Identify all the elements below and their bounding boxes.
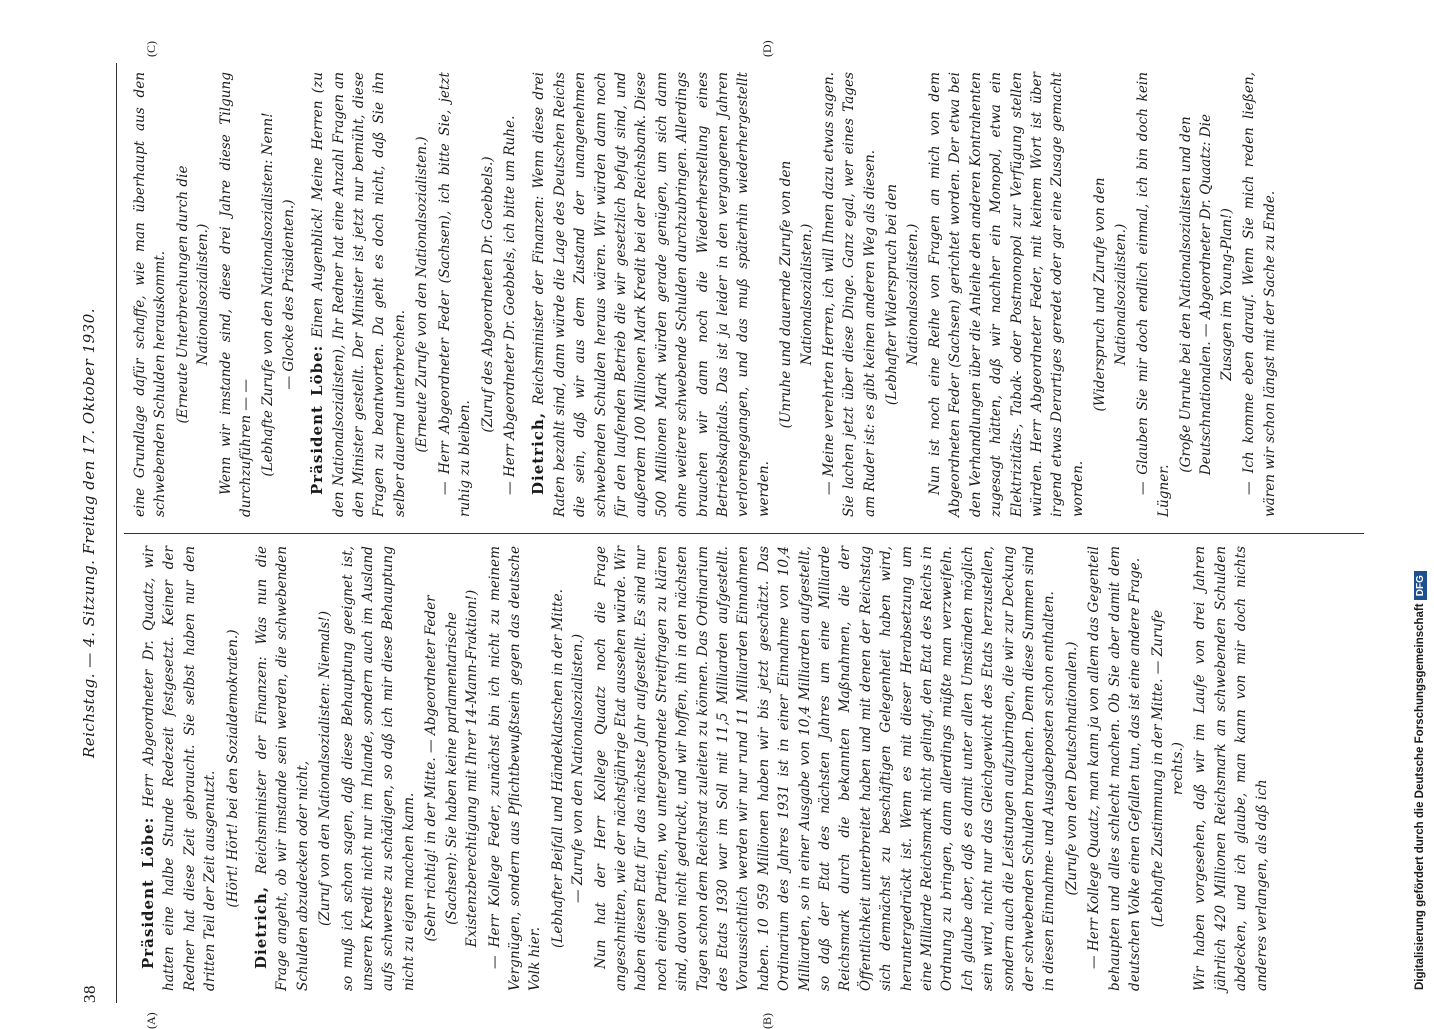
paragraph bbox=[435, 72, 476, 517]
page-number: 38 bbox=[80, 985, 99, 1003]
paragraph-text: Reichsminister der Finanzen: Was nun die Frage angeht, ob wir imstande sein werden, die schwebenden Schulden abzudecken oder nicht, bbox=[254, 546, 311, 991]
digitization-note: Digitalisierung gefördert durch die Deutsche Forschungsgemeinschaft bbox=[1414, 603, 1426, 990]
interjection: (Hört! Hört! bei den Sozialdemokraten.) bbox=[224, 629, 241, 908]
interjection: (Zurufe von den Deutschnationalen.) bbox=[1063, 641, 1080, 896]
paragraph bbox=[500, 72, 520, 517]
paragraph bbox=[307, 72, 410, 517]
margin-mark-a: (A) bbox=[144, 1012, 158, 1029]
side-credit-text bbox=[1414, 10, 1434, 990]
paragraph bbox=[528, 72, 774, 517]
speaker-name: Präsident Löbe: bbox=[139, 816, 157, 969]
speaker-name: Dietrich, bbox=[529, 411, 548, 495]
paragraph-text: — Glauben Sie mir doch endlich einmal, ich bin doch kein Lügner. bbox=[1135, 72, 1172, 517]
paragraph bbox=[130, 72, 171, 517]
paragraph bbox=[1133, 72, 1174, 517]
interjection: (Widerspruch und Zurufe von den Nationalsozialisten.) bbox=[1092, 177, 1129, 412]
margin-mark-d: (D) bbox=[760, 40, 774, 57]
paragraph-text: Herr Abgeordneter Dr. Quaatz, wir hatten eine halbe Stunde Redezeit festgesetzt. Keiner der Redner hat diese Zeit gebraucht. Sie selbst haben nur den dritten Teil der Zeit ausgenutzt. bbox=[141, 546, 219, 991]
dfg-logo: DFG bbox=[1414, 571, 1427, 600]
paragraph-text: Nun ist noch eine Reihe von Fragen an mich von dem Abgeordneten Feder (Sachsen) gerichtet worden. Der etwa bei den Verhandlungen über die Anleihe den anderen Kontrahenten zugesagt hätten, daß wir nachher ein Monopol, etwa ein Elektrizitäts-, Tabak- oder Postmonopol zur Verfügung stellen würden. Herr Abgeordneter Feder, mit keinem Wort ist über irgend etwas Derartiges geredet oder gar eine Zusage gemacht worden. bbox=[927, 72, 1086, 517]
paragraph-text: Nun hat der Herr Kollege Quaatz noch die Frage angeschnitten, wie der nächstjährige Etat aussehen würde. Wir haben diesen Etat für das nächste Jahr aufgestellt. Es sind nur noch einige Partien, wo untergeordnete Streitfragen zu klären sind, davon nicht gedruckt, und wir hoffen, ihn in den nächsten Tagen schon dem Reichsrat zuleiten zu können. Das Ordinarium des Etats 1930 war im Soll mit 11,5 Milliarden aufgestellt. Voraussichtlich werden wir nur rund 11 Milliarden Einnahmen haben. 10 959 Millionen haben wir bis jetzt geschätzt. Das Ordinarium des Jahres 1931 ist in einer Einnahme von 10,4 Milliarden, so in einer Ausgabe von 10,4 Milliarden aufgestellt, so daß der Etat des nächsten Jahres um eine Milliarde Reichsmark durch die bekannten Maßnahmen, die der Öffentlichkeit unterbreitet haben und mit denen der Reichstag sich demnächst zu beschäftigen Gelegenheit haben wird, heruntergedrückt ist. Wenn es mit dieser Herabsetzung um eine Milliarde Reichsmark nicht gelingt, den Etat des Reichs in Ordnung zu bringen, dann allerdings müßte man verzweifeln. Ich glaube aber, daß es damit unter allen Umständen möglich sein wird, nicht nur das Gleichgewicht des Etats herzustellen, sondern auch die Leistungen aufzubringen, die wir zur Deckung der schwebenden Schulden brauchen. Denn diese Summen sind in diesen Einnahme- und Ausgabeposten schon enthalten. bbox=[592, 546, 1058, 991]
page-header bbox=[70, 63, 110, 1003]
interjection: (Lebhafter Widerspruch bei den Nationalsozialisten.) bbox=[884, 183, 921, 406]
paragraph-text: Einen Augenblick! Meine Herren (zu den Nationalsozialisten), Ihr Redner hat eine Anzahl Fragen an den Minister gestellt. Der Minister ist jetzt nur bemüht, diese Fragen zu beantworten. Da geht es doch nicht, daß Sie ihn selber dauernd unterbrechen. bbox=[310, 72, 408, 517]
paragraph bbox=[485, 546, 546, 991]
interjection: (Lebhafter Beifall und Händeklatschen in der Mitte. — Zurufe von den Nationalsozialisten.) bbox=[549, 589, 587, 948]
paragraph bbox=[1084, 546, 1145, 991]
paragraph bbox=[216, 72, 257, 517]
paragraph bbox=[1190, 546, 1272, 991]
interjection: (Unruhe und dauernde Zurufe von den Nationalsozialisten.) bbox=[778, 160, 815, 429]
left-column bbox=[130, 546, 1272, 991]
interjection: (Zuruf von den Nationalsozialisten: Niemals!) bbox=[317, 610, 334, 927]
rotated-page bbox=[70, 40, 1390, 1029]
paragraph bbox=[138, 546, 221, 991]
header-rule bbox=[116, 63, 117, 1003]
side-credit bbox=[1412, 10, 1432, 990]
interjection: (Lebhafte Zurufe von den Nationalsozialisten: Nenn! — Glocke des Präsidenten.) bbox=[260, 112, 297, 477]
interjection: (Zuruf des Abgeordneten Dr. Goebbels.) bbox=[479, 156, 496, 433]
interjection: (Lebhafte Zustimmung in der Mitte. — Zurufe rechts.) bbox=[1149, 609, 1186, 928]
interjection: (Große Unruhe bei den Nationalsozialisten und den Deutschnationalen. — Abgeordneter Dr. Quaatz: Die Zusagen im Young-Plan!) bbox=[1177, 113, 1235, 476]
paragraph-text: eine Grundlage dafür schaffe, wie man überhaupt aus den schwebenden Schulden herauskommt. bbox=[132, 72, 169, 517]
paragraph-text: Wir haben vorgesehen, daß wir im Laufe von drei Jahren jährlich 420 Millionen Reichsmark an schwebenden Schulden abdecken, und ich glaube, man kann von mir doch nichts anderes verlangen, als daß ich bbox=[1192, 546, 1270, 991]
margin-mark-c: (C) bbox=[144, 41, 158, 57]
paragraph-text: Reichsminister der Finanzen: Wenn diese drei Raten bezahlt sind, dann würde die Lage des Deutschen Reichs die sein, daß wir aus dem Zustand der unangenehmen schwebenden Schulden heraus wären. Wir würden dann noch für den laufenden Betrieb die wir gesetzlich befugt sind, und außerdem 100 Millionen Mark Kredit bei der Reichsbank. Diese 500 Millionen Mark würden gerade genügen, um sich dann ohne weitere schwebende Schulden durchzubringen. Allerdings brauchen wir dann noch die Wiederherstellung eines Betriebskapitals. Das ist ja leider in den vergangenen Jahren verlorengegangen, und das muß späterhin wiederhergestellt werden. bbox=[531, 72, 772, 517]
interjection: (Erneute Zurufe von den Nationalsozialisten.) bbox=[414, 136, 431, 453]
paragraph-text: — Herr Kollege Quaatz, man kann ja von allem das Gegenteil behaupten und alles schlecht machen. Ob Sie aber damit dem deutschen Volke einen Gefallen tun, das ist eine andere Frage. bbox=[1086, 546, 1144, 991]
paragraph bbox=[819, 72, 880, 517]
paragraph-text: — Meine verehrten Herren, ich will Ihnen dazu etwas sagen. Sie lachen jetzt über diese Dinge. Ganz egal, wer eines Tages am Ruder ist: es gibt keinen anderen Weg als diesen. bbox=[821, 72, 878, 517]
paragraph bbox=[338, 546, 420, 991]
paragraph bbox=[1239, 72, 1280, 517]
interjection: (Erneute Unterbrechungen durch die Nationalsozialisten.) bbox=[174, 165, 212, 424]
column-divider bbox=[124, 533, 1364, 534]
paragraph-text: — Ich komme eben darauf. Wenn Sie mich reden ließen, wären wir schon längst mit der Sache zu Ende. bbox=[1241, 72, 1278, 517]
paragraph-text: so muß ich schon sagen, daß diese Behauptung geeignet ist, unseren Kredit nicht nur im Inlande, sondern auch im Ausland aufs schwerste zu schädigen, so daß ich mir diese Behauptung nicht zu eigen machen kann. bbox=[339, 546, 417, 991]
running-title: Reichstag. — 4. Sitzung. Freitag den 17. Oktober 1930. bbox=[80, 307, 98, 759]
paragraph-text: — Herr Abgeordneter Feder (Sachsen), ich bitte Sie, jetzt ruhig zu bleiben. bbox=[436, 72, 474, 517]
right-column bbox=[130, 72, 1280, 517]
interjection: (Sehr richtig! in der Mitte. — Abgeordneter Feder (Sachsen): Sie haben keine parlamentarische Existenzberechtigung mit Ihrer 14-Mann-Fraktion!) bbox=[423, 589, 481, 948]
paragraph bbox=[591, 546, 1060, 991]
paragraph bbox=[925, 72, 1088, 517]
paragraph bbox=[251, 546, 313, 991]
margin-mark-b: (B) bbox=[760, 1013, 774, 1029]
speaker-name: Dietrich, bbox=[252, 885, 271, 969]
paragraph-text: — Herr Kollege Feder, zunächst bin ich nicht zu meinem Vergnügen, sondern aus Pflichtbewußtsein gegen das deutsche Volk hier. bbox=[486, 546, 544, 991]
paragraph-text: Wenn wir imstande sind, diese drei Jahre diese Tilgung durchzuführen — — bbox=[217, 72, 255, 517]
speaker-name: Präsident Löbe: bbox=[308, 344, 327, 495]
paragraph-text: — Herr Abgeordneter Dr. Goebbels, ich bitte um Ruhe. bbox=[501, 115, 518, 495]
